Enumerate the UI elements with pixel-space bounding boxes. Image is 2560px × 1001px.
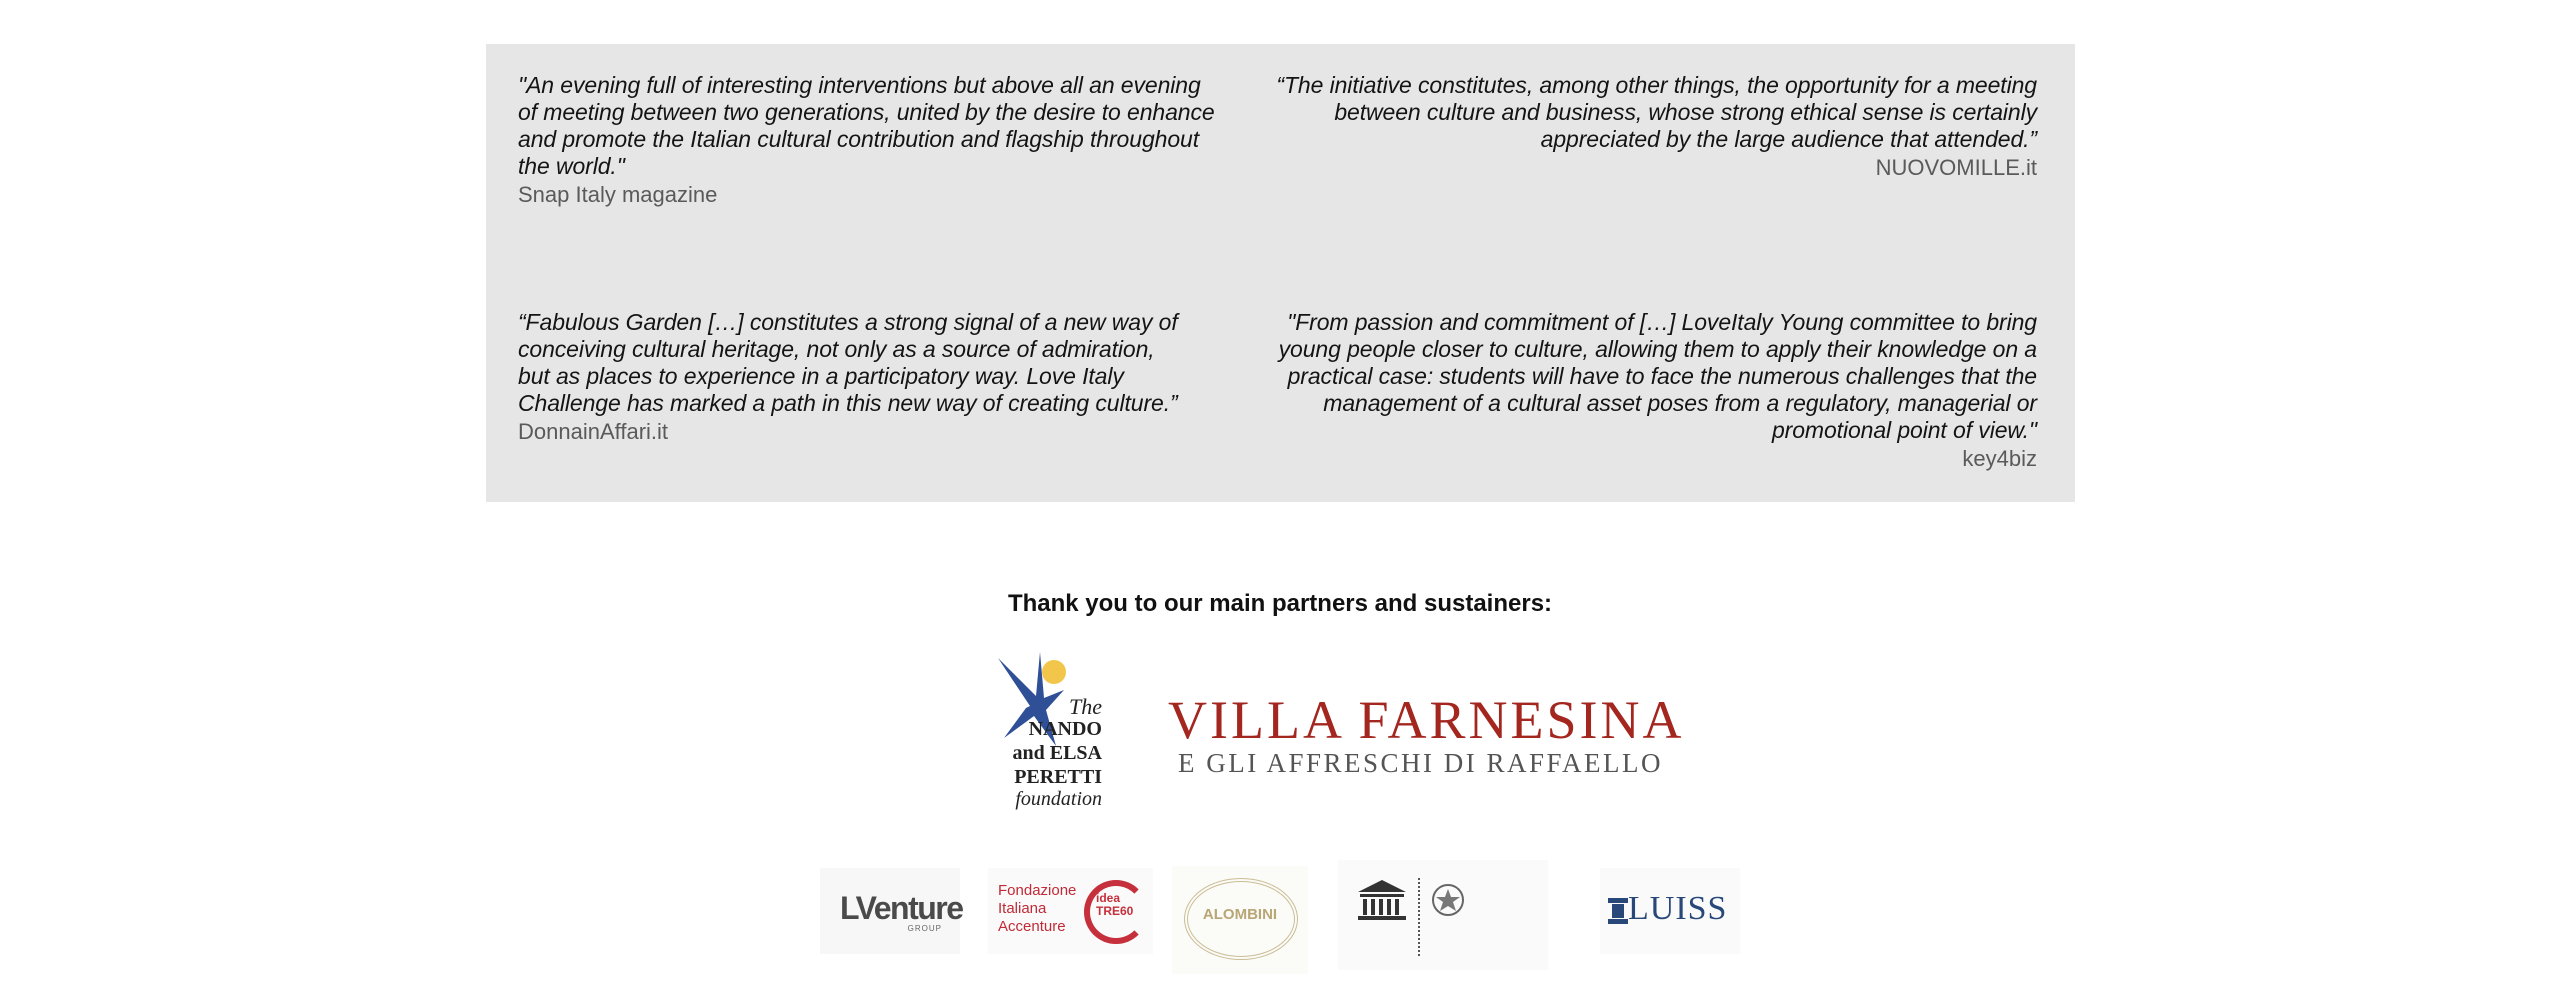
quote-text: "An evening full of interesting interventions but above all an evening of meeting between two generations, united by the desire to enhance and promote the Italian cultural contribution and flagship throughout the world." (518, 72, 1215, 179)
lventure-group: GROUP (907, 924, 942, 933)
villa-farnesina-title: VILLA FARNESINA (1168, 690, 1685, 750)
lventure-name: LVenture (840, 890, 963, 926)
villa-farnesina-subtitle: E GLI AFFRESCHI DI RAFFAELLO (1178, 748, 1664, 778)
peretti-foundation-logo[interactable] (986, 642, 1116, 812)
press-quote (518, 72, 1218, 208)
press-quote (518, 309, 1178, 445)
fia-name: Fondazione Italiana Accenture (998, 882, 1077, 935)
peretti-and-elsa: and ELSA (1012, 742, 1102, 764)
quote-source: key4biz (1962, 446, 2037, 471)
luiss-name: LUISS (1628, 890, 1728, 927)
quote-text: “Fabulous Garden […] constitutes a strong signal of a new way of conceiving cultural heritage, not only as a source of admiration, but as places to experience in a participatory way. Love Italy Challenge has marked a path in this new way of creating culture.” (518, 309, 1178, 416)
alombini-name: ALOMBINI (1202, 906, 1278, 923)
quote-source: Snap Italy magazine (518, 182, 718, 207)
quote-source: NUOVOMILLE.it (1875, 155, 2037, 180)
peretti-name: PERETTI (1014, 766, 1102, 788)
unesco-logo[interactable] (1338, 860, 1548, 970)
peretti-foundation-word: foundation (1015, 788, 1102, 810)
column-icon (1608, 898, 1628, 924)
villa-farnesina-logo[interactable] (1168, 690, 1685, 792)
press-quotes-panel (486, 44, 2075, 502)
unesco-temple-icon (1354, 878, 1410, 922)
quote-text: "From passion and commitment of […] LoveItaly Young committee to bring young people closer to culture, allowing them to apply their knowledge on a practical case: students will have to face the numerous challenges that the management of a cultural asset poses from a regulatory, managerial or promotional point of view." (1278, 309, 2037, 443)
partners-heading: Thank you to our main partners and sustainers: (1007, 590, 1553, 617)
press-quote (1267, 309, 2037, 472)
quote-text: “The initiative constitutes, among other things, the opportunity for a meeting between culture and business, whose strong ethical sense is certainly appreciated by the large audience that attended.” (1276, 72, 2037, 152)
idea-tre60-label: idea TRE60 (1096, 891, 1134, 918)
alombini-logo[interactable] (1172, 866, 1308, 974)
peretti-nando: NANDO (1028, 718, 1102, 740)
italian-emblem-icon (1430, 882, 1466, 918)
press-quote (1247, 72, 2037, 181)
luiss-logo[interactable] (1600, 868, 1740, 954)
fondazione-accenture-logo[interactable] (988, 868, 1153, 954)
lventure-logo[interactable] (820, 868, 963, 954)
peretti-the: The (1069, 694, 1102, 719)
quote-source: DonnainAffari.it (518, 419, 669, 444)
unesco-divider (1418, 878, 1420, 956)
